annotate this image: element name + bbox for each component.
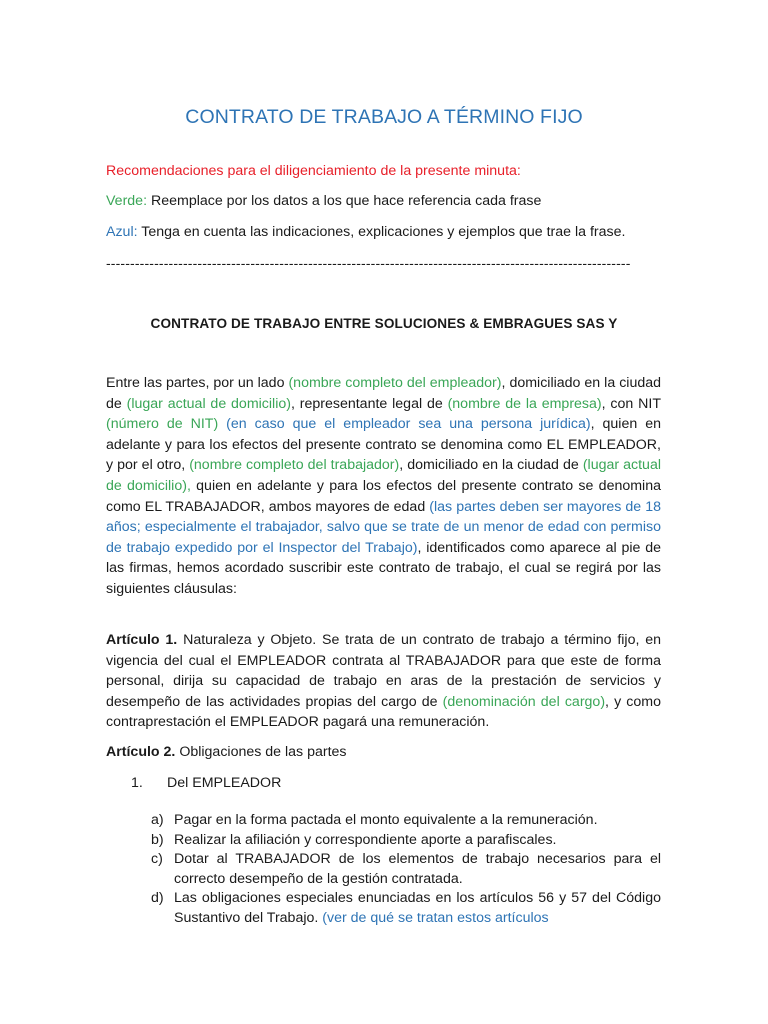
list-item-key: d) <box>151 890 164 907</box>
green-text: Reemplace por los datos a los que hace referencia cada frase <box>147 193 542 209</box>
article-2-label: Artículo 2. <box>106 744 176 760</box>
list-item <box>151 850 661 889</box>
list-item <box>151 831 661 851</box>
article-1-paragraph <box>106 630 661 733</box>
intro-text <box>218 416 226 432</box>
list-item-key: b) <box>151 831 164 848</box>
article-2-text: Obligaciones de las partes <box>175 744 347 760</box>
placeholder-worker-city: (lugar actual de domicilio), <box>106 457 661 494</box>
blue-text: Tenga en cuenta las indicaciones, explicaciones y ejemplos que trae la frase. <box>137 224 626 240</box>
blue-recommendation <box>106 224 625 240</box>
intro-text: , domiciliado en la ciudad de <box>106 375 662 412</box>
intro-paragraph <box>106 373 661 600</box>
note-see-articles: (ver de qué se tratan estos artículos <box>322 909 549 926</box>
intro-text: Entre las partes, por un lado <box>106 375 289 391</box>
placeholder-nit: (número de NIT) <box>106 416 219 433</box>
list-item-key: a) <box>151 812 164 828</box>
list-heading: Del EMPLEADOR <box>167 775 282 791</box>
green-recommendation <box>106 193 541 209</box>
placeholder-company-name: (nombre de la empresa) <box>447 395 602 412</box>
placeholder-worker-name: (nombre completo del trabajador) <box>189 457 400 474</box>
placeholder-employer-city: (lugar actual de domicilio) <box>126 395 291 412</box>
article-1-text: , y como contraprestación el EMPLEADOR pagará una remuneración. <box>106 693 661 731</box>
list-number: 1. <box>131 775 143 791</box>
list-item-text: Las obligaciones especiales enunciadas en los artículos 56 y 57 del Código Sustantivo del Trabajo. <box>174 890 661 926</box>
intro-text: quien en adelante y para los efectos del presente contrato se denomina como EL TRABAJADOR, ambos mayores de edad <box>106 477 661 515</box>
list-item-text: Dotar al TRABAJADOR de los elementos de trabajo necesarios para el correcto desempeño de la gestión contratada. <box>174 851 661 887</box>
placeholder-employer-name: (nombre completo del empleador) <box>288 375 502 391</box>
intro-text: , con NIT <box>601 395 661 412</box>
intro-text: , domiciliado en la ciudad de <box>399 457 583 474</box>
placeholder-job-title: (denominación del cargo) <box>442 693 606 710</box>
numbered-list-item <box>131 775 281 791</box>
article-1-label: Artículo 1. <box>106 632 178 648</box>
blue-label: Azul: <box>106 224 138 240</box>
recommendations-heading: Recomendaciones para el diligenciamiento de la presente minuta: <box>106 163 521 179</box>
document-title: CONTRATO DE TRABAJO A TÉRMINO FIJO <box>185 106 583 128</box>
separator-line: ------------------------------------------------------------------------------------------------------------- <box>106 255 631 271</box>
contract-subtitle: CONTRATO DE TRABAJO ENTRE SOLUCIONES & EMBRAGUES SAS Y <box>150 316 618 331</box>
employer-obligations-list <box>151 811 661 929</box>
list-item-key: c) <box>151 851 163 868</box>
note-age-requirement: (las partes deben ser mayores de 18 años; especialmente el trabajador, salvo que se trate de un menor de edad con permiso de trabajo expedido por el Inspector del Trabajo) <box>106 498 661 556</box>
article-1-text: Naturaleza y Objeto. Se trata de un contrato de trabajo a término fijo, en vigencia del cual el EMPLEADOR contrata al TRABAJADOR para que este de forma personal, dirija su capacidad de trabajo en aras de la prestación de servicios y desempeño de las actividades propias del cargo de <box>106 632 662 710</box>
list-item <box>151 889 661 928</box>
article-2-heading <box>106 744 347 760</box>
intro-text: , identificados como aparece al pie de las firmas, hemos acordado suscribir este contrato de trabajo, el cual se regirá por las siguientes cláusulas: <box>106 539 661 597</box>
list-item-text: Pagar en la forma pactada el monto equivalente a la remuneración. <box>174 812 598 828</box>
green-label: Verde: <box>106 193 148 209</box>
list-item-content <box>174 889 661 928</box>
list-item-text: Realizar la afiliación y correspondiente aporte a parafiscales. <box>174 831 557 848</box>
note-legal-person: (en caso que el empleador sea una persona jurídica) <box>226 416 591 433</box>
intro-text: , representante legal de <box>290 395 448 412</box>
list-item <box>151 811 661 831</box>
intro-text: , quien en adelante y para los efectos del presente contrato se denomina como EL EMPLEADOR, y por el otro, <box>106 416 661 474</box>
